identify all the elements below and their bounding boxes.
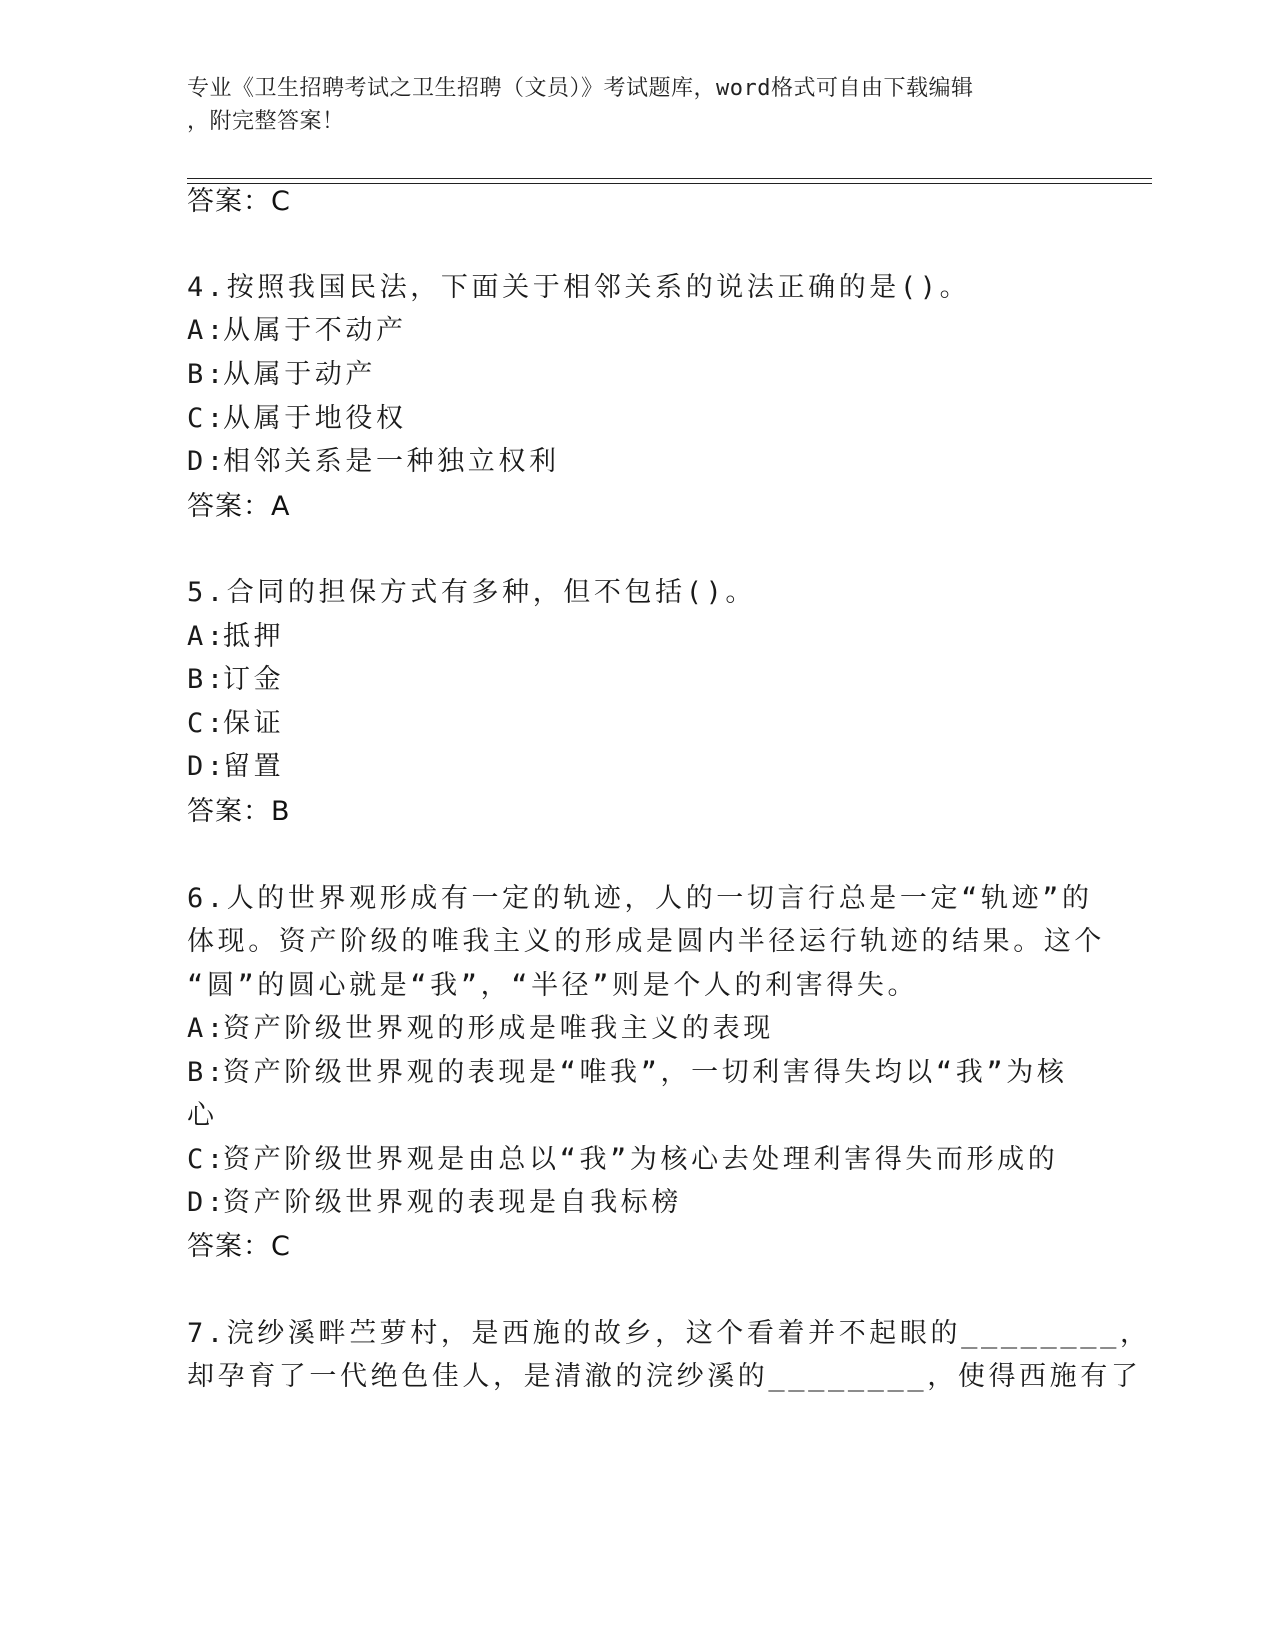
question-7-stem-line-1: 7.浣纱溪畔苎萝村，是西施的故乡，这个看着并不起眼的________， [187, 1318, 1151, 1349]
answer-q5: 答案：B [187, 796, 291, 827]
question-6-stem-line-3: “圆”的圆心就是“我”，“半径”则是个人的利害得失。 [187, 970, 919, 1001]
option-letter: D: [187, 1187, 227, 1218]
option-text: 留置 [223, 751, 285, 782]
option-letter: D: [187, 751, 227, 782]
question-6-option-b-continuation: 心 [187, 1100, 218, 1131]
option-text: 相邻关系是一种独立权利 [223, 446, 560, 477]
option-text: 从属于不动产 [223, 315, 407, 346]
question-5-option-d [187, 747, 284, 787]
page-header [187, 72, 1067, 138]
option-text: 资产阶级世界观是由总以“我”为核心去处理利害得失而形成的 [223, 1144, 1059, 1175]
option-letter: B: [187, 1057, 227, 1088]
option-text: 订金 [223, 664, 285, 695]
option-letter: A: [187, 1013, 227, 1044]
option-letter: C: [187, 708, 227, 739]
option-text: 资产阶级世界观的形成是唯我主义的表现 [223, 1013, 774, 1044]
option-text: 从属于动产 [223, 359, 376, 390]
answer-q4: 答案：A [187, 491, 291, 522]
option-letter: B: [187, 664, 227, 695]
option-text: 资产阶级世界观的表现是自我标榜 [223, 1187, 682, 1218]
question-5-stem: 5.合同的担保方式有多种，但不包括()。 [187, 577, 757, 608]
question-6-option-a [187, 1009, 774, 1049]
option-letter: C: [187, 403, 227, 434]
question-4-option-a [187, 311, 407, 351]
option-text: 从属于地役权 [223, 403, 407, 434]
question-4-option-b [187, 355, 376, 395]
option-text: 资产阶级世界观的表现是“唯我”，一切利害得失均以“我”为核 [223, 1057, 1068, 1088]
question-6-stem-line-1: 6.人的世界观形成有一定的轨迹，人的一切言行总是一定“轨迹”的 [187, 883, 1093, 914]
header-divider-top [187, 178, 1152, 179]
question-4-option-d [187, 442, 560, 482]
option-text: 抵押 [223, 621, 285, 652]
header-line-2: ，附完整答案！ [187, 109, 345, 134]
question-5-option-a [187, 617, 284, 657]
question-5-option-c [187, 704, 284, 744]
question-6-stem-line-2: 体现。资产阶级的唯我主义的形成是圆内半径运行轨迹的结果。这个 [187, 926, 1105, 957]
answer-q3: 答案：C [187, 186, 291, 217]
option-letter: C: [187, 1144, 227, 1175]
question-7-stem-line-2: 却孕育了一代绝色佳人，是清澈的浣纱溪的________，使得西施有了 [187, 1361, 1142, 1392]
answer-q6: 答案：C [187, 1231, 291, 1262]
option-text: 保证 [223, 708, 285, 739]
option-letter: A: [187, 621, 227, 652]
question-4-stem: 4.按照我国民法，下面关于相邻关系的说法正确的是()。 [187, 272, 971, 303]
question-4-option-c [187, 399, 407, 439]
question-6-option-c [187, 1140, 1058, 1180]
header-divider-bottom [187, 183, 1152, 184]
question-6-option-d [187, 1183, 682, 1223]
option-letter: D: [187, 446, 227, 477]
question-5-option-b [187, 660, 284, 700]
header-line-1: 专业《卫生招聘考试之卫生招聘（文员）》考试题库，word格式可自由下载编辑 [187, 76, 974, 101]
question-6-option-b [187, 1053, 1067, 1093]
option-letter: A: [187, 315, 227, 346]
option-letter: B: [187, 359, 227, 390]
